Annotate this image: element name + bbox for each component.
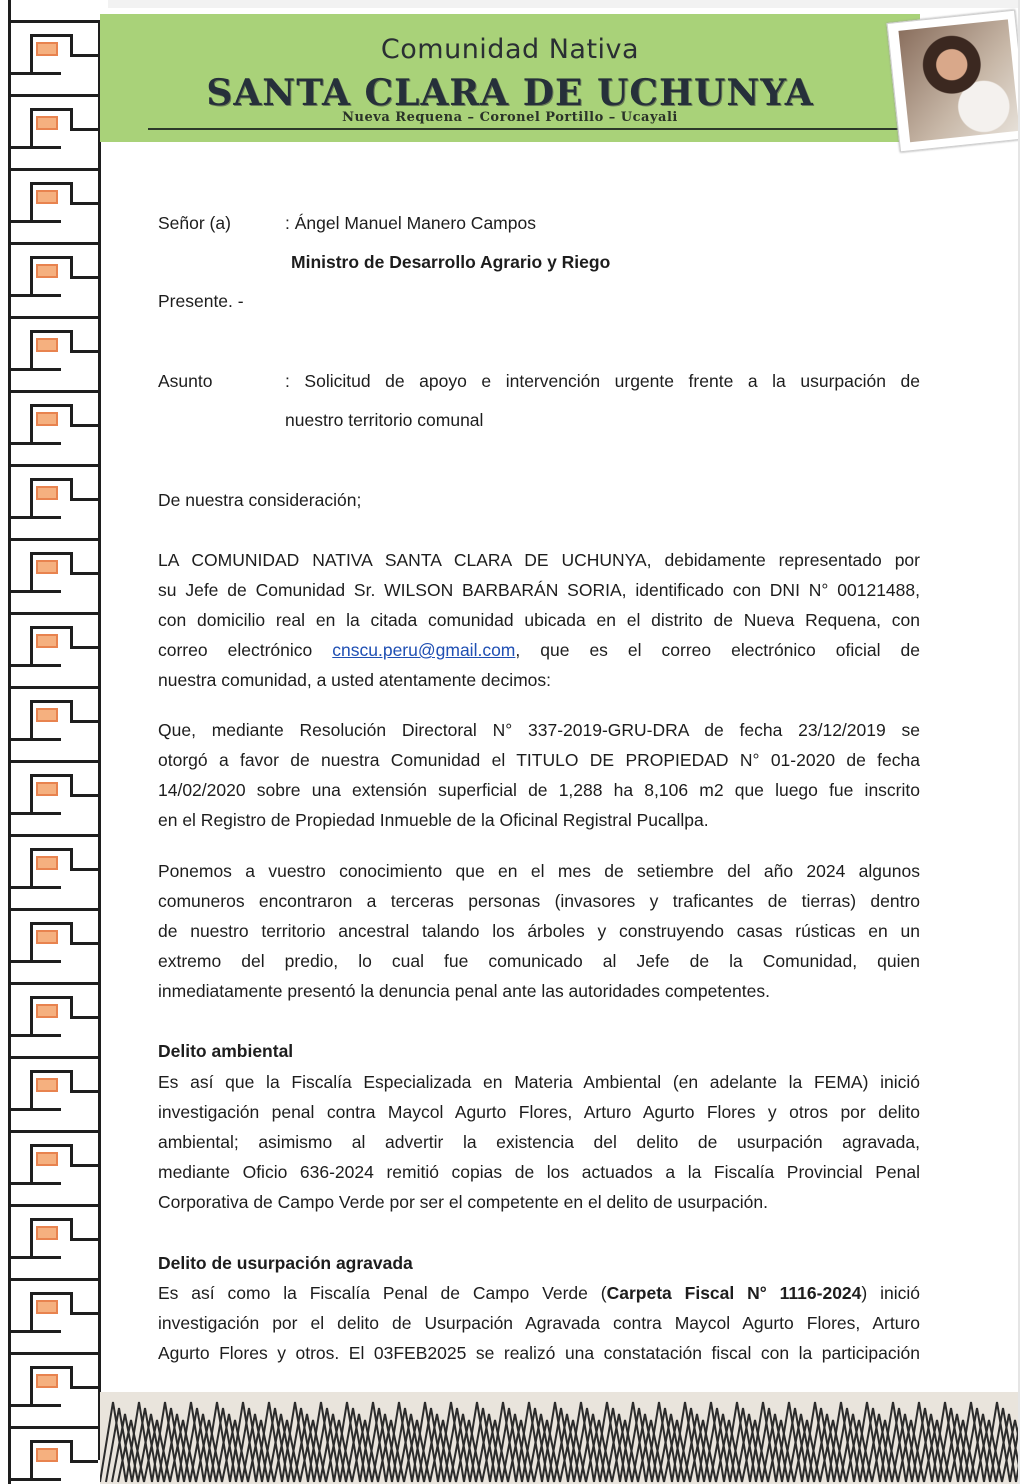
pattern-segment xyxy=(30,700,70,703)
pattern-segment xyxy=(70,1016,98,1019)
paragraph-invasion xyxy=(158,856,920,1006)
pattern-segment xyxy=(38,1302,56,1312)
pattern-segment xyxy=(38,1154,56,1164)
email-suffix: , que es el correo electrónico oficial de xyxy=(515,640,920,660)
pattern-segment xyxy=(70,794,98,797)
pattern-segment xyxy=(38,710,56,720)
pattern-segment xyxy=(30,1218,33,1256)
pattern-segment xyxy=(38,1228,56,1238)
presente-line: Presente. - xyxy=(158,291,244,311)
pattern-segment xyxy=(30,700,33,738)
pattern-segment xyxy=(11,664,61,667)
pattern-segment xyxy=(11,886,61,889)
paragraph-line: investigación por el delito de Usurpación Agravada contra Maycol Agurto Flores, Arturo xyxy=(158,1313,920,1333)
pattern-segment xyxy=(70,868,98,871)
pattern-segment xyxy=(70,1144,73,1164)
page-top-edge xyxy=(0,0,1020,8)
pattern-segment xyxy=(30,478,33,516)
pattern-segment xyxy=(11,1108,61,1111)
pattern-segment xyxy=(30,404,70,407)
pattern-segment xyxy=(11,168,98,171)
pattern-segment xyxy=(30,330,70,333)
pattern-segment xyxy=(70,922,73,942)
section-heading-ambiental: Delito ambiental xyxy=(158,1041,294,1061)
paragraph-ambiental xyxy=(158,1067,920,1217)
pattern-segment xyxy=(38,44,56,54)
greeting: De nuestra consideración; xyxy=(158,490,362,510)
pattern-segment xyxy=(11,908,98,911)
pattern-segment xyxy=(30,108,33,146)
pattern-segment xyxy=(70,424,98,427)
footer-pattern xyxy=(100,1392,1020,1484)
pattern-segment xyxy=(11,146,61,149)
pattern-segment xyxy=(38,562,56,572)
paragraph-line: con domicilio real en la citada comunidad ubicada en el distrito de Nueva Requena, con xyxy=(158,610,920,630)
pattern-segment xyxy=(70,1312,98,1315)
pattern-segment xyxy=(11,242,98,245)
pattern-segment xyxy=(30,552,70,555)
pattern-segment xyxy=(11,1404,61,1407)
pattern-segment xyxy=(11,738,61,741)
pattern-segment xyxy=(30,1070,70,1073)
pattern-segment xyxy=(70,720,98,723)
paragraph-line-email xyxy=(158,635,920,665)
subject-text xyxy=(285,366,920,396)
pattern-segment xyxy=(38,932,56,942)
pattern-segment xyxy=(70,404,73,424)
pattern-segment xyxy=(30,848,70,851)
pattern-segment xyxy=(11,612,98,615)
pattern-segment xyxy=(11,1034,61,1037)
pattern-segment xyxy=(70,1440,73,1460)
paragraph-line: Corporativa de Campo Verde por ser el competente en el delito de usurpación. xyxy=(158,1192,768,1212)
pattern-segment xyxy=(38,414,56,424)
pattern-segment xyxy=(70,774,73,794)
pattern-segment xyxy=(11,538,98,541)
footer-decorative-band xyxy=(100,1392,1020,1484)
carpeta-prefix: Es así como la Fiscalía Penal de Campo Verde ( xyxy=(158,1283,607,1303)
pattern-segment xyxy=(30,1366,33,1404)
photo-image xyxy=(898,19,1019,142)
pattern-segment xyxy=(30,1440,33,1478)
pattern-segment xyxy=(38,192,56,202)
addressee-position: Ministro de Desarrollo Agrario y Riego xyxy=(291,252,611,272)
paragraph-line: su Jefe de Comunidad Sr. WILSON BARBARÁN SORIA, identificado con DNI N° 00121488, xyxy=(158,580,920,600)
email-prefix: correo electrónico xyxy=(158,640,313,660)
pattern-segment xyxy=(11,1478,61,1481)
pattern-segment xyxy=(11,316,98,319)
paragraph-line: en el Registro de Propiedad Inmueble de la Oficinal Registral Pucallpa. xyxy=(158,810,709,830)
pattern-segment xyxy=(30,996,33,1034)
pattern-segment xyxy=(11,390,98,393)
pattern-segment xyxy=(30,330,33,368)
pattern-segment xyxy=(70,330,73,350)
pattern-segment xyxy=(38,784,56,794)
pattern-segment xyxy=(11,590,61,593)
pattern-segment xyxy=(30,922,70,925)
pattern-segment xyxy=(8,0,11,1484)
pattern-segment xyxy=(11,20,98,23)
pattern-segment xyxy=(30,478,70,481)
paragraph-line: investigación penal contra Maycol Agurto Flores, Arturo Agurto Flores y otros por delito xyxy=(158,1102,920,1122)
pattern-segment xyxy=(70,1090,98,1093)
pattern-segment xyxy=(70,202,98,205)
pattern-segment xyxy=(11,1130,98,1133)
pattern-segment xyxy=(30,1144,70,1147)
letterhead-banner xyxy=(100,14,920,142)
pattern-segment xyxy=(70,182,73,202)
pattern-segment xyxy=(70,54,98,57)
pattern-segment xyxy=(11,760,98,763)
pattern-segment xyxy=(30,182,33,220)
paragraph-line: Ponemos a vuestro conocimiento que en el mes de setiembre del año 2024 algunos xyxy=(158,861,920,881)
pattern-segment xyxy=(70,996,73,1016)
carpeta-suffix: ) inició xyxy=(861,1283,920,1303)
letterhead-photo xyxy=(887,10,1020,153)
paragraph-line: otorgó a favor de nuestra Comunidad el TITULO DE PROPIEDAD N° 01-2020 de fecha xyxy=(158,750,920,770)
pattern-segment xyxy=(38,1006,56,1016)
addressee-label: Señor (a) xyxy=(158,213,231,233)
pattern-segment xyxy=(11,464,98,467)
letterhead-community-type: Comunidad Nativa xyxy=(380,34,640,65)
pattern-segment xyxy=(11,686,98,689)
pattern-segment xyxy=(11,1256,61,1259)
left-decorative-border xyxy=(0,0,108,1484)
pattern-segment xyxy=(30,922,33,960)
pattern-segment xyxy=(30,256,33,294)
pattern-segment xyxy=(70,34,73,54)
pattern-segment xyxy=(30,848,33,886)
paragraph-line: LA COMUNIDAD NATIVA SANTA CLARA DE UCHUNYA, debidamente representado por xyxy=(158,550,920,570)
paragraph-line-carpeta xyxy=(158,1278,920,1308)
pattern-segment xyxy=(11,220,61,223)
subject-line: nuestro territorio comunal xyxy=(285,410,484,430)
pattern-segment xyxy=(11,1426,98,1429)
paragraph-line: Agurto Flores y otros. El 03FEB2025 se realizó una constatación fiscal con la participación xyxy=(158,1343,920,1363)
pattern-segment xyxy=(38,858,56,868)
pattern-segment xyxy=(11,1278,98,1281)
pattern-segment xyxy=(30,552,33,590)
pattern-segment xyxy=(11,94,98,97)
pattern-segment xyxy=(11,442,61,445)
pattern-segment xyxy=(11,812,61,815)
subject-label: Asunto xyxy=(158,371,213,391)
pattern-segment xyxy=(11,1352,98,1355)
pattern-segment xyxy=(70,848,73,868)
pattern-segment xyxy=(30,774,33,812)
pattern-segment xyxy=(38,1450,56,1460)
pattern-segment xyxy=(70,350,98,353)
pattern-segment xyxy=(70,1070,73,1090)
paragraph-line: ambiental; asimismo al advertir la existencia del delito de usurpación agravada, xyxy=(158,1132,920,1152)
letterhead-rule xyxy=(148,128,920,130)
pattern-segment xyxy=(70,1164,98,1167)
pattern-segment xyxy=(30,774,70,777)
paragraph-line: Que, mediante Resolución Directoral N° 337-2019-GRU-DRA de fecha 23/12/2019 se xyxy=(158,720,920,740)
paragraph-line: mediante Oficio 636-2024 remitió copias de los actuados a la Fiscalía Provincial Penal xyxy=(158,1162,920,1182)
paragraph-line: 14/02/2020 sobre una extensión superficial de 1,288 ha 8,106 m2 que luego fue inscrito xyxy=(158,780,920,800)
paragraph-line: comuneros encontraron a terceras personas (invasores y traficantes de tierras) dentro xyxy=(158,891,920,911)
pattern-segment xyxy=(38,488,56,498)
pattern-segment xyxy=(11,960,61,963)
pattern-segment xyxy=(11,72,61,75)
pattern-segment xyxy=(70,1386,98,1389)
pattern-segment xyxy=(30,626,33,664)
pattern-segment xyxy=(11,982,98,985)
pattern-segment xyxy=(70,498,98,501)
pattern-segment xyxy=(38,1080,56,1090)
paragraph-usurpacion xyxy=(158,1278,920,1368)
pattern-segment xyxy=(70,1238,98,1241)
pattern-segment xyxy=(30,34,33,72)
pattern-segment xyxy=(70,572,98,575)
shipibo-pattern-border xyxy=(0,0,108,1484)
pattern-segment xyxy=(70,1218,73,1238)
paragraph-line: extremo del predio, lo cual fue comunicado al Jefe de la Comunidad, quien xyxy=(158,951,920,971)
pattern-segment xyxy=(30,108,70,111)
pattern-segment xyxy=(11,1330,61,1333)
pattern-segment xyxy=(30,626,70,629)
pattern-segment xyxy=(70,1366,73,1386)
pattern-segment xyxy=(38,636,56,646)
paragraph-intro xyxy=(158,545,920,695)
pattern-segment xyxy=(70,552,73,572)
pattern-segment xyxy=(30,256,70,259)
pattern-segment xyxy=(30,34,70,37)
paragraph-line: de nuestro territorio ancestral talando los árboles y construyendo casas rústicas en un xyxy=(158,921,920,941)
carpeta-fiscal-number: Carpeta Fiscal N° 1116-2024 xyxy=(606,1283,862,1303)
pattern-segment xyxy=(70,1292,73,1312)
pattern-segment xyxy=(11,294,61,297)
pattern-segment xyxy=(98,20,101,1460)
pattern-segment xyxy=(70,256,73,276)
pattern-segment xyxy=(30,1440,70,1443)
letterhead-community-name: SANTA CLARA DE UCHUNYA xyxy=(206,72,814,114)
pattern-segment xyxy=(11,1056,98,1059)
paragraph-line: inmediatamente presentó la denuncia penal ante las autoridades competentes. xyxy=(158,981,770,1001)
pattern-segment xyxy=(30,182,70,185)
pattern-segment xyxy=(11,1204,98,1207)
pattern-segment xyxy=(11,516,61,519)
pattern-segment xyxy=(70,276,98,279)
pattern-segment xyxy=(70,700,73,720)
paragraph-line: Es así que la Fiscalía Especializada en Materia Ambiental (en adelante la FEMA) inició xyxy=(158,1072,920,1092)
pattern-segment xyxy=(30,1070,33,1108)
letterhead-location: Nueva Requena – Coronel Portillo – Ucayali xyxy=(342,110,678,125)
pattern-segment xyxy=(70,942,98,945)
pattern-segment xyxy=(38,1376,56,1386)
paragraph-title xyxy=(158,715,920,835)
email-link[interactable]: cnscu.peru@gmail.com xyxy=(332,640,516,660)
pattern-segment xyxy=(70,108,73,128)
pattern-segment xyxy=(70,1460,98,1463)
pattern-segment xyxy=(30,1144,33,1182)
pattern-segment xyxy=(11,834,98,837)
pattern-segment xyxy=(11,368,61,371)
pattern-segment xyxy=(38,118,56,128)
pattern-segment xyxy=(38,340,56,350)
paragraph-line: nuestra comunidad, a usted atentamente decimos: xyxy=(158,670,552,690)
pattern-segment xyxy=(38,266,56,276)
pattern-segment xyxy=(30,1366,70,1369)
pattern-segment xyxy=(70,626,73,646)
pattern-segment xyxy=(11,1182,61,1185)
pattern-segment xyxy=(30,404,33,442)
addressee-name: : Ángel Manuel Manero Campos xyxy=(285,213,536,233)
pattern-segment xyxy=(70,128,98,131)
pattern-segment xyxy=(70,478,73,498)
pattern-segment xyxy=(30,1218,70,1221)
pattern-segment xyxy=(30,1292,33,1330)
pattern-segment xyxy=(70,646,98,649)
pattern-segment xyxy=(30,1292,70,1295)
section-heading-usurpacion: Delito de usurpación agravada xyxy=(158,1253,413,1273)
pattern-segment xyxy=(30,996,70,999)
subject-line: : Solicitud de apoyo e intervención urgente frente a la usurpación de xyxy=(285,371,920,391)
